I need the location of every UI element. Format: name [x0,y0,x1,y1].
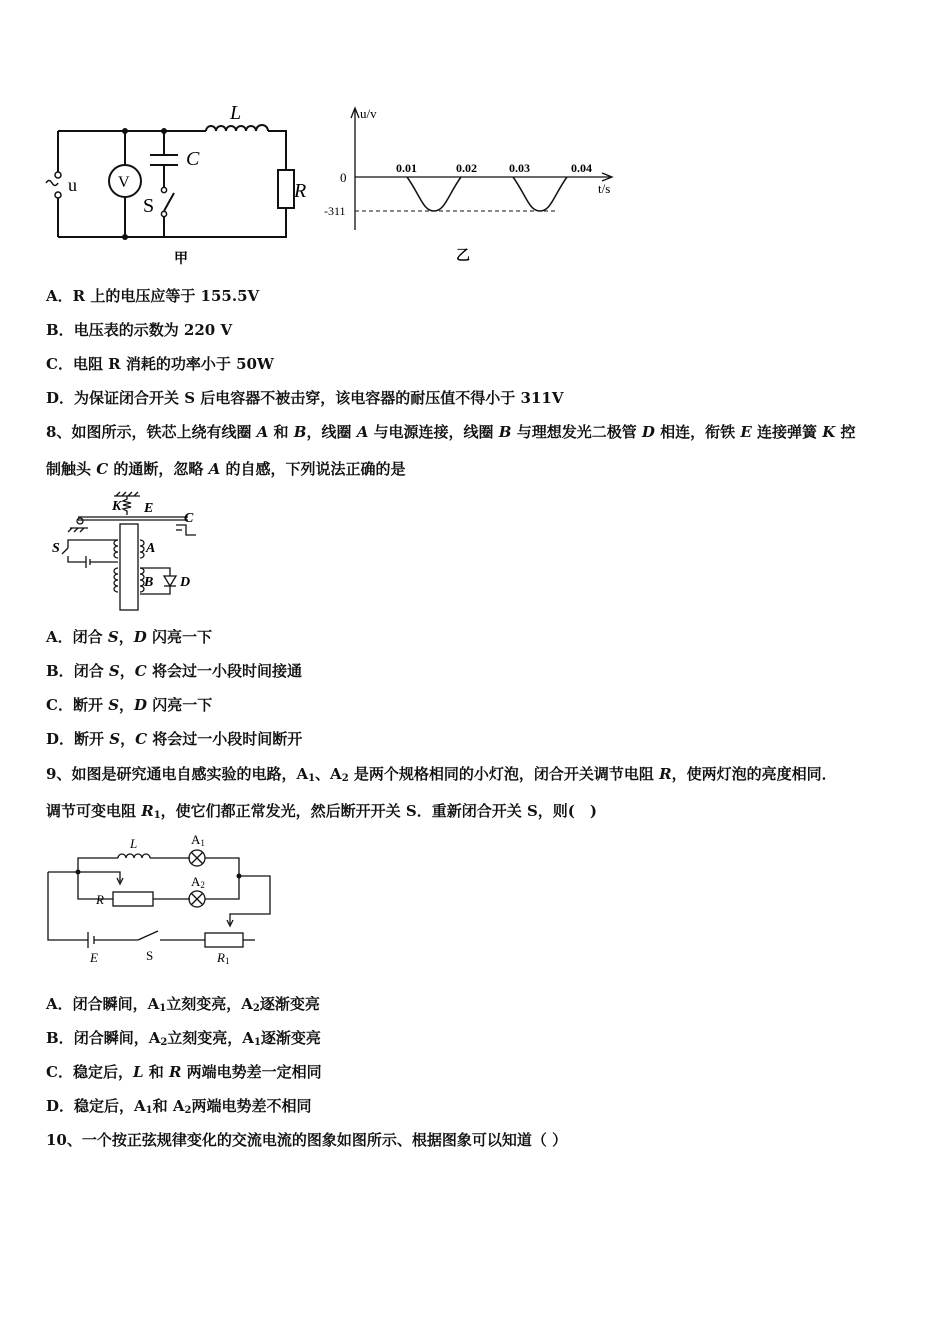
q7-option-b: B．电压表的示数为 220 V [46,321,233,339]
relay-label-k: K [112,499,122,514]
q9-option-b: B．闭合瞬间，$A_2$立刻变亮，$A_1$逐渐变亮 [46,1029,321,1048]
switch-label: S [143,195,155,217]
q9-option-a: A．闭合瞬间，$A_1$立刻变亮，$A_2$逐渐变亮 [46,995,320,1014]
negative-half-wave-2 [513,177,567,211]
tick-0-02: 0.02 [456,161,477,175]
y-axis-label: u/v [360,106,377,121]
circuit-figure-jia [40,95,310,270]
q8-option-b: B．闭合 S，C 将会过一小段时间接通 [46,662,302,680]
circuit-label-e: E [90,950,98,965]
voltmeter-label: V [118,174,130,191]
tick-0-03: 0.03 [509,161,530,175]
q7-option-d: D．为保证闭合开关 S 后电容器不被击穿，该电容器的耐压值不得小于 311V [46,389,564,407]
origin-label: 0 [340,170,347,185]
min-value-label: -311 [324,204,346,218]
tick-0-04: 0.04 [571,161,592,175]
relay-label-d: D [180,575,191,590]
q9-option-c: C．稳定后，L 和 R 两端电势差一定相同 [46,1063,322,1081]
q8-stem-line-1: 8、如图所示，铁芯上绕有线圈 A 和 B，线圈 A 与电源连接，线圈 B 与理想发光二极管 D 相连，衔铁 E 连接弹簧 K 控 [46,423,856,441]
resistor-label: R [294,180,307,202]
q8-option-d: D．断开 S，C 将会过一小段时间断开 [46,730,303,748]
circuit-label-l: L [130,836,138,851]
waveform-figure-yi [320,100,620,270]
x-axis-label: t/s [598,181,611,196]
source-label: u [68,175,77,195]
q7-option-c: C．电阻 R 消耗的功率小于 50W [46,355,274,373]
q9-stem-line-2: 调节可变电阻 $R_1$，使它们都正常发光，然后断开开关 S．重新闭合开关 S，则( ) [46,802,597,821]
q8-stem-line-2: 制触头 C 的通断，忽略 A 的自感，下列说法正确的是 [46,460,406,478]
q9-option-d: D．稳定后，$A_1$和 $A_2$两端电势差不相同 [46,1097,312,1116]
relay-label-c: C [184,511,194,526]
circuit-label-s: S [146,948,154,963]
q10-stem: 10、一个按正弦规律变化的交流电流的图象如图所示、根据图象可以知道（ ） [46,1131,568,1149]
circuit-label-a2: A2 [191,874,205,890]
relay-figure [48,490,208,615]
relay-label-a: A [146,541,156,556]
capacitor-label: C [186,148,200,170]
relay-label-e: E [144,501,154,516]
relay-label-s: S [52,541,60,556]
circuit-label-r1: R1 [217,950,230,966]
figure-caption-jia: 甲 [174,252,188,267]
q9-stem-line-1: 9、如图是研究通电自感实验的电路，$A_1$、$A_2$ 是两个规格相同的小灯泡，闭合开关调节电阻 R，使两灯泡的亮度相同． [46,765,837,784]
inductor-label: L [230,102,242,124]
q8-option-a: A．闭合 S，D 闪亮一下 [46,628,212,646]
relay-label-b: B [144,575,154,590]
negative-half-wave-1 [407,177,461,211]
q7-option-a: A．R 上的电压应等于 155.5V [46,287,260,305]
figure-caption-yi: 乙 [456,249,470,264]
q8-option-c: C．断开 S，D 闪亮一下 [46,696,213,714]
circuit-label-r: R [96,892,104,907]
self-induction-circuit-figure [40,830,280,970]
circuit-label-a1: A1 [191,832,205,848]
tick-0-01: 0.01 [396,161,417,175]
